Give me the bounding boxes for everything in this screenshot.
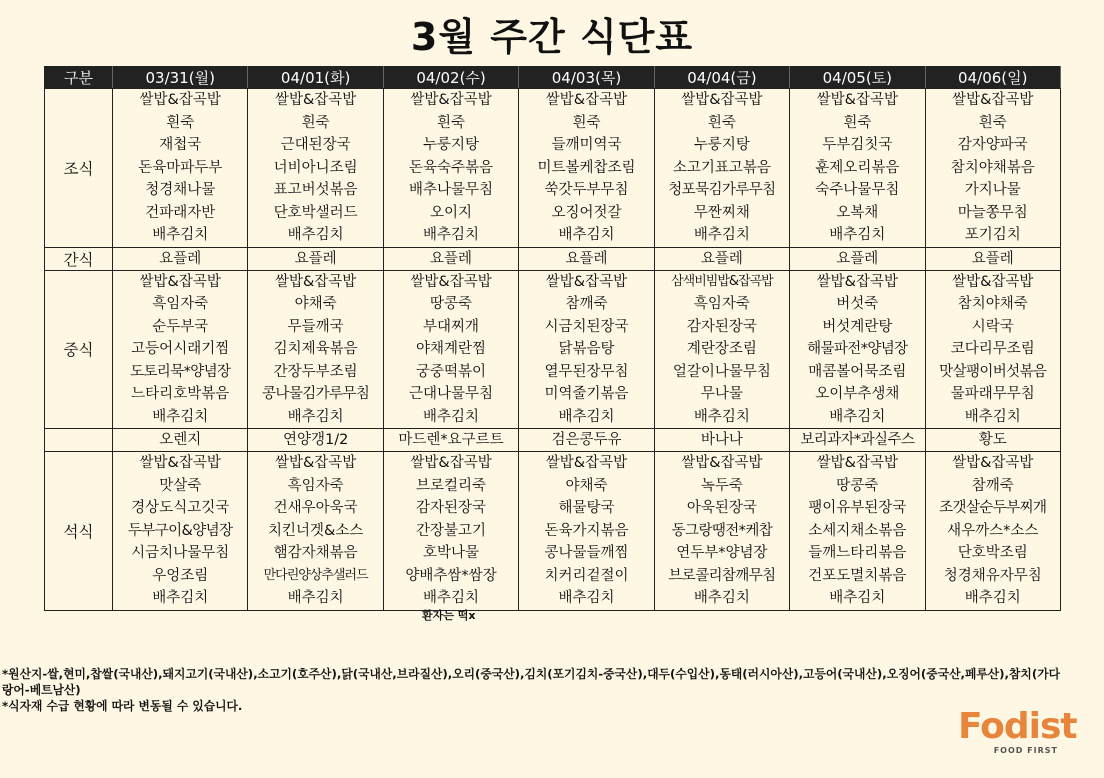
menu-item: 무들깨국 [287, 318, 344, 335]
menu-item: 근대나물무침 [409, 386, 494, 402]
menu-item: 시금치나물무침 [131, 545, 230, 561]
menu-item: 야채죽 [565, 477, 608, 494]
breakfast-cell [925, 89, 1060, 248]
logo-wordmark: Fodist [958, 706, 1077, 747]
menu-item: 열무된장무침 [544, 363, 629, 380]
menu-item: 오이부추생채 [815, 386, 900, 402]
dinner-cell [790, 452, 925, 611]
origin-note: *원산지-쌀,현미,찹쌀(국내산),돼지고기(국내산),소고기(호주산),닭(국내산,브라질산),오리(중국산),김치(포기김치-중국산),대두(수입산),동태(러시아산),고등어(국내산),오징어(중국산,페루산),참치(가다랑어-베트남산) [2, 667, 1061, 697]
menu-item: 너비아니조림 [273, 159, 358, 176]
menu-item: 배추김치 [693, 408, 750, 425]
menu-item: 흰죽 [572, 114, 601, 131]
menu-item: 코다리무조림 [950, 341, 1035, 357]
menu-item: 쌀밥&잡곡밥 [274, 273, 357, 290]
lunch-cell [113, 270, 248, 429]
snack-row [45, 429, 1061, 452]
menu-item: 녹두죽 [700, 477, 743, 494]
menu-item: 마늘쫑무침 [957, 204, 1028, 221]
menu-item: 우엉조림 [152, 567, 209, 584]
snack-row [45, 247, 1061, 270]
menu-item: 흰죽 [843, 114, 872, 131]
dinner-cell [113, 452, 248, 611]
header-day: 04/06(일) [925, 67, 1060, 89]
menu-item: 누룽지탕 [693, 137, 750, 153]
header-day: 04/01(화) [248, 67, 383, 89]
menu-item: 건파래자반 [145, 204, 216, 221]
menu-item: 오복채 [836, 204, 879, 221]
menu-item: 배추김치 [829, 408, 886, 425]
lunch-row [45, 270, 1061, 429]
meal-label-breakfast: 조식 [45, 89, 113, 248]
snack-cell: 오렌지 [113, 429, 248, 452]
menu-item: 양배추쌈*쌈장 [405, 567, 497, 584]
menu-item: 쌀밥&잡곡밥 [139, 273, 221, 290]
snack-cell: 요플레 [790, 247, 925, 270]
menu-item: 쌀밥&잡곡밥 [816, 273, 898, 290]
menu-item: 소세지채소볶음 [808, 522, 907, 539]
menu-item: 쌀밥&잡곡밥 [681, 92, 763, 108]
menu-item: 물파래무무침 [950, 386, 1035, 402]
menu-item: 포기김치 [964, 227, 1021, 243]
menu-item: 얼갈이나물무침 [672, 363, 771, 380]
menu-item: 조갯살순두부찌개 [939, 500, 1047, 516]
menu-item: 흰죽 [437, 114, 466, 131]
menu-item: 감자양파국 [957, 137, 1028, 153]
menu-item: 쌀밥&잡곡밥 [816, 92, 898, 108]
menu-item: 계란장조림 [686, 341, 757, 357]
menu-item: 무짠찌채 [693, 204, 750, 221]
menu-item: 만다린양상추샐러드 [263, 567, 368, 583]
menu-item: 쌀밥&잡곡밥 [139, 455, 221, 471]
lunch-cell [248, 270, 383, 429]
menu-item: 흑임자죽 [152, 296, 209, 312]
menu-item: 배추나물무침 [409, 182, 494, 198]
menu-item: 배추김치 [287, 227, 344, 243]
menu-item: 버섯계란탕 [822, 318, 893, 335]
menu-item: 해물탕국 [558, 500, 615, 516]
menu-item: 배추김치 [152, 227, 209, 243]
menu-item: 배추김치 [829, 227, 886, 243]
header-day: 04/03(목) [519, 67, 654, 89]
menu-item: 연두부*양념장 [676, 545, 768, 561]
menu-item: 야채죽 [294, 296, 337, 312]
menu-item: 표고버섯볶음 [273, 182, 358, 198]
menu-item: 누룽지탕 [423, 137, 480, 153]
patient-note: 환자는 떡x [422, 609, 476, 622]
menu-item: 부대찌개 [423, 318, 480, 335]
snack-cell: 요플레 [383, 247, 518, 270]
menu-item: 쌀밥&잡곡밥 [274, 455, 357, 471]
header-day: 04/05(토) [790, 67, 925, 89]
menu-item: 무나물 [700, 386, 743, 402]
menu-item: 돈육마파두부 [138, 159, 223, 176]
breakfast-cell [654, 89, 789, 248]
menu-item: 배추김치 [558, 408, 615, 425]
menu-item: 쌀밥&잡곡밥 [274, 92, 357, 108]
menu-item: 김치제육볶음 [273, 341, 358, 357]
header-day: 03/31(월) [113, 67, 248, 89]
menu-item: 흰죽 [166, 114, 195, 131]
breakfast-cell [248, 89, 383, 248]
menu-item: 도토리묵*양념장 [129, 363, 231, 380]
snack-cell: 요플레 [654, 247, 789, 270]
snack-cell: 보리과자*과실주스 [790, 429, 925, 452]
menu-item: 쌀밥&잡곡밥 [410, 455, 492, 471]
logo-tagline: FOOD FIRST [993, 746, 1058, 755]
menu-item: 콩나물들깨찜 [544, 545, 629, 561]
menu-item: 쌀밥&잡곡밥 [816, 455, 898, 471]
menu-item: 소고기표고볶음 [672, 159, 771, 176]
menu-item: 가지나물 [964, 182, 1021, 198]
snack-cell: 황도 [925, 429, 1060, 452]
meal-label-empty [45, 429, 113, 452]
header-day: 04/02(수) [383, 67, 518, 89]
menu-item: 단호박샐러드 [273, 204, 358, 221]
menu-item: 배추김치 [423, 227, 480, 243]
menu-item: 건포도멸치볶음 [808, 567, 907, 584]
menu-item: 참깨죽 [971, 477, 1014, 494]
menu-item: 치커리겉절이 [544, 567, 629, 584]
meal-label-lunch: 중식 [45, 270, 113, 429]
snack-cell: 요플레 [113, 247, 248, 270]
meal-label-dinner: 석식 [45, 452, 113, 611]
menu-item: 버섯죽 [836, 296, 879, 312]
snack-cell: 검은콩두유 [519, 429, 654, 452]
menu-item: 느타리호박볶음 [131, 386, 230, 402]
menu-item: 단호박조림 [957, 545, 1028, 561]
footer-notes [2, 666, 1062, 714]
breakfast-cell [790, 89, 925, 248]
menu-item: 쌀밥&잡곡밥 [952, 273, 1034, 290]
menu-item: 배추김치 [423, 590, 480, 606]
lunch-cell [654, 270, 789, 429]
snack-cell: 바나나 [654, 429, 789, 452]
menu-item: 치킨너겟&소스 [267, 522, 364, 539]
menu-item: 돈육숙주볶음 [409, 159, 494, 176]
menu-item: 오이지 [430, 204, 473, 221]
menu-item: 궁중떡볶이 [416, 363, 487, 380]
menu-item: 흑임자죽 [693, 296, 750, 312]
menu-item: 동그랑땡전*케찹 [671, 522, 773, 539]
menu-item: 참깨죽 [565, 296, 608, 312]
menu-item: 배추김치 [423, 408, 480, 425]
snack-cell: 연양갱1/2 [248, 429, 383, 452]
brand-logo [958, 708, 1088, 768]
menu-item: 아욱된장국 [686, 500, 757, 516]
supply-note: *식자재 수급 현황에 따라 변동될 수 있습니다. [2, 699, 243, 713]
menu-item: 배추김치 [287, 408, 344, 425]
menu-item: 흰죽 [707, 114, 736, 131]
menu-item: 맛살팽이버섯볶음 [939, 363, 1047, 380]
menu-item: 흰죽 [978, 114, 1007, 131]
menu-item: 청포묵김가루무침 [668, 182, 776, 198]
menu-item: 훈제오리볶음 [815, 159, 900, 176]
menu-item: 흰죽 [301, 114, 330, 131]
menu-item: 배추김치 [964, 408, 1021, 425]
menu-item: 건새우아욱국 [273, 500, 358, 516]
menu-item: 시금치된장국 [544, 318, 629, 335]
breakfast-cell [519, 89, 654, 248]
header-row [45, 67, 1061, 89]
menu-item: 배추김치 [964, 590, 1021, 606]
menu-item: 쌀밥&잡곡밥 [410, 92, 492, 108]
dinner-cell [654, 452, 789, 611]
lunch-cell [383, 270, 518, 429]
snack-cell: 요플레 [248, 247, 383, 270]
menu-item: 땅콩죽 [430, 296, 473, 312]
menu-item: 브로컬리죽 [416, 477, 487, 494]
menu-item: 콩나물김가루무침 [262, 386, 370, 402]
meal-label-snack: 간식 [45, 247, 113, 270]
menu-item: 닭볶음탕 [558, 341, 615, 357]
menu-item: 쌀밥&잡곡밥 [952, 455, 1034, 471]
weekly-menu-table [44, 66, 1061, 611]
menu-item: 쌀밥&잡곡밥 [139, 92, 221, 108]
menu-item: 새우까스*소스 [947, 522, 1039, 539]
dinner-row [45, 452, 1061, 611]
menu-item: 근대된장국 [280, 137, 351, 153]
menu-item: 배추김치 [152, 590, 209, 606]
menu-item: 팽이유부된장국 [808, 500, 907, 516]
menu-item: 배추김치 [287, 590, 344, 606]
menu-item: 쌀밥&잡곡밥 [545, 92, 628, 108]
menu-item: 땅콩죽 [836, 477, 879, 494]
snack-cell: 요플레 [925, 247, 1060, 270]
dinner-cell [519, 452, 654, 611]
menu-item: 들깨느타리볶음 [808, 545, 907, 561]
menu-item: 청경채나물 [145, 182, 216, 198]
menu-item: 참치야채볶음 [950, 159, 1035, 176]
lunch-cell [925, 270, 1060, 429]
header-day: 04/04(금) [654, 67, 789, 89]
breakfast-cell [383, 89, 518, 248]
menu-item: 감자된장국 [686, 318, 757, 335]
menu-item: 재첩국 [159, 137, 202, 153]
menu-item: 쌀밥&잡곡밥 [952, 92, 1034, 108]
menu-item: 미트볼케찹조림 [537, 159, 636, 176]
menu-item: 해물파전*양념장 [807, 341, 908, 357]
menu-item: 참치야채죽 [957, 296, 1028, 312]
breakfast-row [45, 89, 1061, 248]
menu-item: 흑임자죽 [287, 477, 344, 494]
menu-item: 청경채유자무침 [943, 567, 1042, 584]
dinner-cell [383, 452, 518, 611]
menu-item: 두부구이&양념장 [127, 522, 233, 539]
menu-item: 쌀밥&잡곡밥 [545, 455, 628, 471]
lunch-cell [790, 270, 925, 429]
menu-item: 배추김치 [693, 227, 750, 243]
menu-item: 고등어시래기찜 [131, 341, 230, 357]
breakfast-cell [113, 89, 248, 248]
menu-item: 삼색비빔밥&잡곡밥 [671, 273, 773, 289]
menu-item: 간장불고기 [416, 522, 487, 539]
menu-item: 감자된장국 [416, 500, 487, 516]
menu-item: 돈육가지볶음 [544, 522, 629, 539]
menu-item: 배추김치 [152, 408, 209, 425]
menu-item: 호박나물 [423, 545, 480, 561]
dinner-cell [248, 452, 383, 611]
menu-item: 간장두부조림 [273, 363, 358, 380]
menu-item: 들깨미역국 [551, 137, 622, 153]
menu-item: 순두부국 [152, 318, 209, 335]
menu-item: 브로콜리참깨무침 [668, 567, 776, 584]
menu-item: 오징어젓갈 [551, 204, 622, 221]
menu-item: 맛살죽 [159, 477, 202, 494]
snack-cell: 요플레 [519, 247, 654, 270]
page-title: 3월 주간 식단표 [410, 15, 694, 59]
menu-item: 숙주나물무침 [815, 182, 900, 198]
header-label: 구분 [45, 67, 113, 89]
menu-item: 미역줄기볶음 [544, 386, 629, 402]
menu-item: 쌀밥&잡곡밥 [545, 273, 628, 290]
lunch-cell [519, 270, 654, 429]
menu-item: 야채계란찜 [416, 341, 487, 357]
menu-item: 배추김치 [829, 590, 886, 606]
snack-cell: 마드렌*요구르트 [383, 429, 518, 452]
menu-item: 배추김치 [558, 227, 615, 243]
menu-item: 매콤볼어묵조림 [808, 363, 907, 380]
menu-item: 쌀밥&잡곡밥 [410, 273, 492, 290]
menu-item: 두부김칫국 [822, 137, 893, 153]
menu-item: 배추김치 [558, 590, 615, 606]
menu-item: 배추김치 [693, 590, 750, 606]
menu-item: 쑥갓두부무침 [544, 182, 629, 198]
menu-item: 쌀밥&잡곡밥 [681, 455, 763, 471]
menu-item: 경상도식고깃국 [131, 500, 230, 516]
dinner-cell [925, 452, 1060, 611]
menu-item: 햄감자채볶음 [273, 545, 358, 561]
menu-item: 시락국 [971, 318, 1014, 335]
